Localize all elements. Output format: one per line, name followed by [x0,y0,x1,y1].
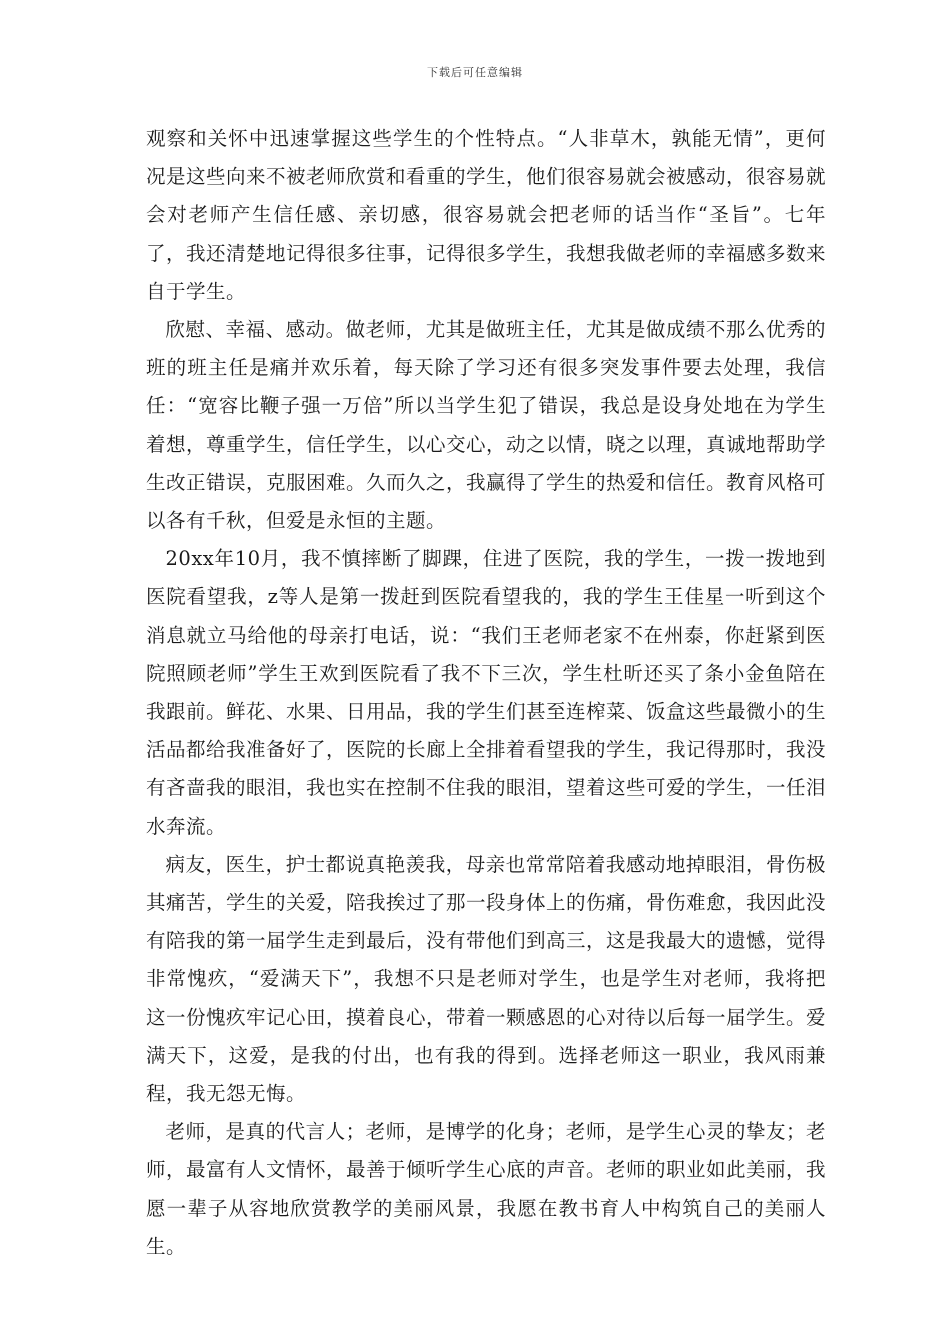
document-body [146,120,826,1266]
paragraph-1: 观察和关怀中迅速掌握这些学生的个性特点。“人非草木，孰能无情”，更何况是这些向来不被老师欣赏和看重的学生，他们很容易就会被感动，很容易就会对老师产生信任感、亲切感，很容易就会把老师的话当作“圣旨”。七年了，我还清楚地记得很多往事，记得很多学生，我想我做老师的幸福感多数来自于学生。 [146,127,827,303]
paragraph-5: 老师，是真的代言人；老师，是博学的化身；老师，是学生心灵的挚友；老师，最富有人文情怀，最善于倾听学生心底的声音。老师的职业如此美丽，我愿一辈子从容地欣赏教学的美丽风景，我愿在教书育人中构筑自己的美丽人生。 [146,1120,827,1258]
paragraph-4: 病友，医生，护士都说真艳羡我，母亲也常常陪着我感动地掉眼泪，骨伤极其痛苦，学生的关爱，陪我挨过了那一段身体上的伤痛，骨伤难愈，我因此没有陪我的第一届学生走到最后，没有带他们到高三，这是我最大的遗憾，觉得非常愧疚，“爱满天下”，我想不只是老师对学生，也是学生对老师，我将把这一份愧疚牢记心田，摸着良心，带着一颗感恩的心对待以后每一届学生。爱满天下，这爱，是我的付出，也有我的得到。选择老师这一职业，我风雨兼程，我无怨无悔。 [146,852,827,1106]
paragraph-3: 20xx年10月，我不慎摔断了脚踝，住进了医院，我的学生，一拨一拨地到医院看望我，z等人是第一拨赶到医院看望我的，我的学生王佳星一听到这个消息就立马给他的母亲打电话，说：“我们王老师老家不在州泰，你赶紧到医院照顾老师”学生王欢到医院看了我不下三次，学生杜昕还买了条小金鱼陪在我跟前。鲜花、水果、日用品，我的学生们甚至连榨菜、饭盒这些最微小的生活品都给我准备好了，医院的长廊上全排着看望我的学生，我记得那时，我没有吝啬我的眼泪，我也实在控制不住我的眼泪，望着这些可爱的学生，一任泪水奔流。 [146,547,827,838]
page-header: 下载后可任意编辑 [427,66,523,79]
paragraph-2: 欣慰、幸福、感动。做老师，尤其是做班主任，尤其是做成绩不那么优秀的班的班主任是痛并欢乐着，每天除了学习还有很多突发事件要去处理，我信任：“宽容比鞭子强一万倍”所以当学生犯了错误，我总是设身处地在为学生着想，尊重学生，信任学生，以心交心，动之以情，晓之以理，真诚地帮助学生改正错误，克服困难。久而久之，我赢得了学生的热爱和信任。教育风格可以各有千秋，但爱是永恒的主题。 [146,318,827,533]
